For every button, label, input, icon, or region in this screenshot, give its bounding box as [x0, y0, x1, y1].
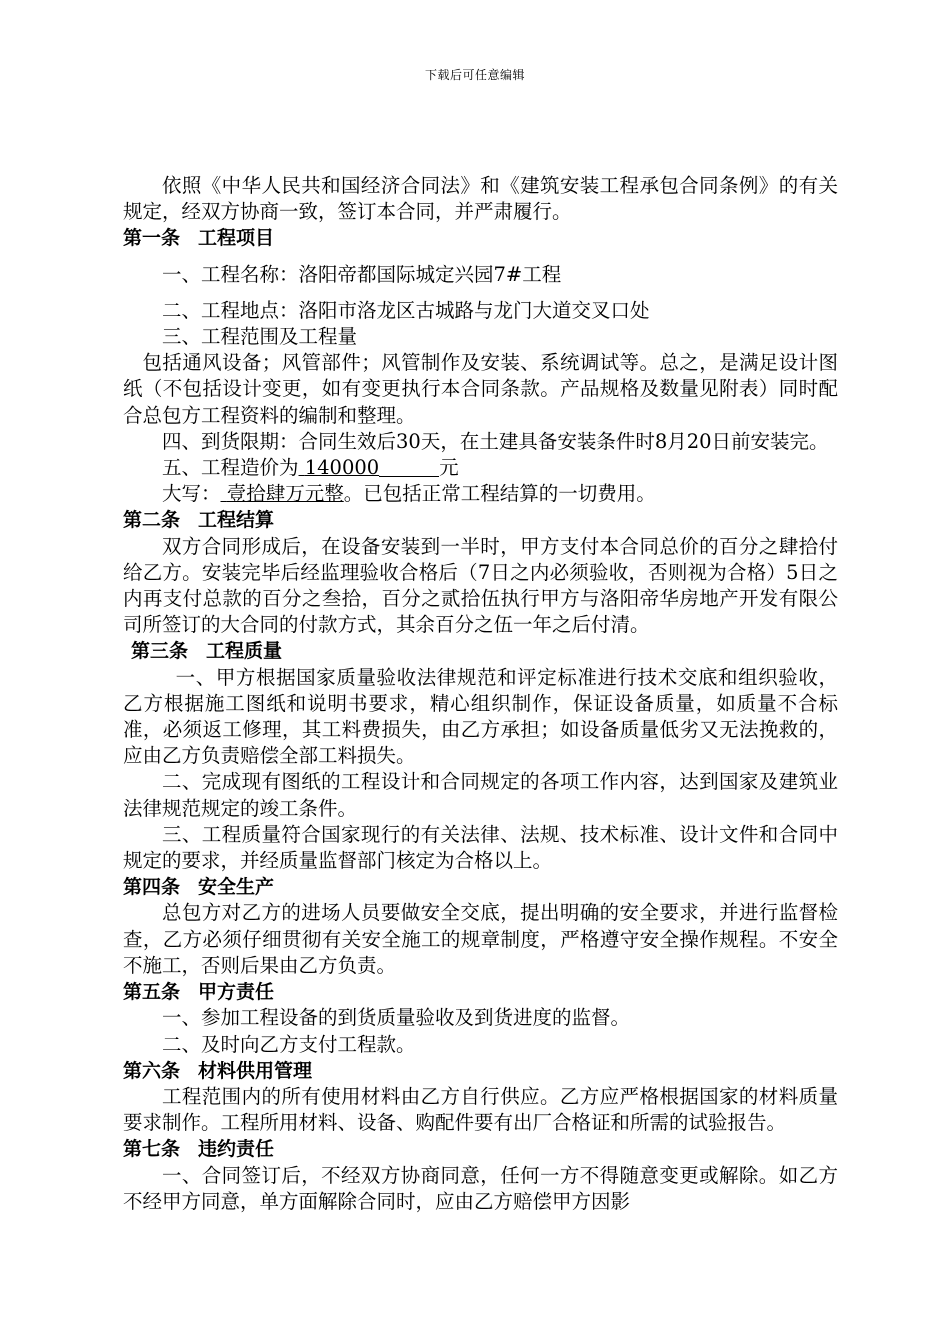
contract-price — [123, 455, 838, 481]
safety-paragraph: 总包方对乙方的进场人员要做安全交底，提出明确的安全要求，并进行监督检查，乙方必须仔细贯彻有关安全施工的规章制度，严格遵守安全操作规程。不安全不施工，否则后果由乙方负责。 — [123, 901, 838, 977]
article-6-heading — [123, 1058, 838, 1084]
price-value: 140000 — [304, 456, 380, 480]
article-6-number: 第六条 — [123, 1059, 181, 1082]
party-a-item-2: 二、及时向乙方支付工程款。 — [162, 1032, 416, 1056]
article-3-title: 工程质量 — [206, 640, 283, 663]
quality-item-2: 二、完成现有图纸的工程设计和合同规定的各项工作内容，达到国家及建筑业法律规范规定的竣工条件。 — [123, 770, 838, 820]
price-prefix: 五、工程造价为 — [162, 456, 299, 480]
article-3-number: 第三条 — [131, 640, 189, 663]
article-5-heading — [123, 979, 838, 1005]
article-5-number: 第五条 — [123, 981, 181, 1004]
price-in-words — [123, 481, 838, 507]
price-underline — [379, 458, 439, 477]
caps-suffix: 。已包括正常工程结算的一切费用。 — [343, 482, 656, 506]
intro-paragraph: 依照《中华人民共和国经济合同法》和《建筑安装工程承包合同条例》的有关规定，经双方协商一致，签订本合同，并严肃履行。 — [123, 174, 838, 224]
article-5-title: 甲方责任 — [198, 981, 275, 1004]
article-1-title: 工程项目 — [198, 227, 275, 250]
article-7-heading — [123, 1136, 838, 1162]
party-a-item-1: 一、参加工程设备的到货质量验收及到货进度的监督。 — [162, 1006, 631, 1030]
delivery-deadline: 四、到货限期：合同生效后30天，在土建具备安装条件时8月20日前安装完。 — [162, 429, 829, 453]
project-name: 一、工程名称：洛阳帝都国际城定兴园7#工程 — [162, 262, 562, 286]
article-2-title: 工程结算 — [198, 509, 275, 532]
project-scope-title: 三、工程范围及工程量 — [162, 325, 358, 349]
article-1-number: 第一条 — [123, 227, 181, 250]
contract-body — [123, 173, 838, 1215]
breach-item-1: 一、合同签订后，不经双方协商同意，任何一方不得随意变更或解除。如乙方不经甲方同意，单方面解除合同时，应由乙方赔偿甲方因影 — [123, 1163, 838, 1213]
article-2-number: 第二条 — [123, 509, 181, 532]
materials-paragraph: 工程范围内的所有使用材料由乙方自行供应。乙方应严格根据国家的材料质量要求制作。工程所用材料、设备、购配件要有出厂合格证和所需的试验报告。 — [123, 1084, 838, 1135]
price-unit: 元 — [439, 456, 459, 480]
project-site: 二、工程地点：洛阳市洛龙区古城路与龙门大道交叉口处 — [162, 298, 650, 322]
page-header: 下载后可任意编辑 — [424, 68, 525, 82]
caps-value: 壹拾肆万元整 — [226, 482, 344, 506]
article-2-heading — [123, 507, 838, 533]
article-1-heading — [123, 225, 838, 251]
article-3-heading — [123, 638, 838, 664]
caps-prefix: 大写： — [162, 482, 221, 506]
settlement-paragraph: 双方合同形成后，在设备安装到一半时，甲方支付本合同总价的百分之肆拾付给乙方。安装完毕后经监理验收合格后（7日之内必须验收，否则视为合格）5日之内再支付总款的百分之叁拾，百分之贰拾伍执行甲方与洛阳帝华房地产开发有限公司所签订的大合同的付款方式，其余百分之伍一年之后付清。 — [123, 534, 838, 637]
article-7-title: 违约责任 — [198, 1138, 275, 1161]
article-4-title: 安全生产 — [198, 876, 275, 899]
article-4-number: 第四条 — [123, 876, 181, 899]
article-7-number: 第七条 — [123, 1138, 181, 1161]
article-4-heading — [123, 874, 838, 900]
quality-item-1: 一、甲方根据国家质量验收法律规范和评定标准进行技术交底和组织验收，乙方根据施工图纸和说明书要求，精心组织制作，保证设备质量，如质量不合标准，必须返工修理，其工料费损失，由乙方承担；如设备质量低劣又无法挽救的，应由乙方负责赔偿全部工料损失。 — [123, 665, 838, 768]
project-scope: 包括通风设备；风管部件；风管制作及安装、系统调试等。总之，是满足设计图纸（不包括设计变更，如有变更执行本合同条款。产品规格及数量见附表）同时配合总包方工程资料的编制和整理。 — [123, 351, 838, 427]
quality-item-3: 三、工程质量符合国家现行的有关法律、法规、技术标准、设计文件和合同中规定的要求，并经质量监督部门核定为合格以上。 — [123, 822, 838, 873]
article-6-title: 材料供用管理 — [198, 1059, 313, 1082]
